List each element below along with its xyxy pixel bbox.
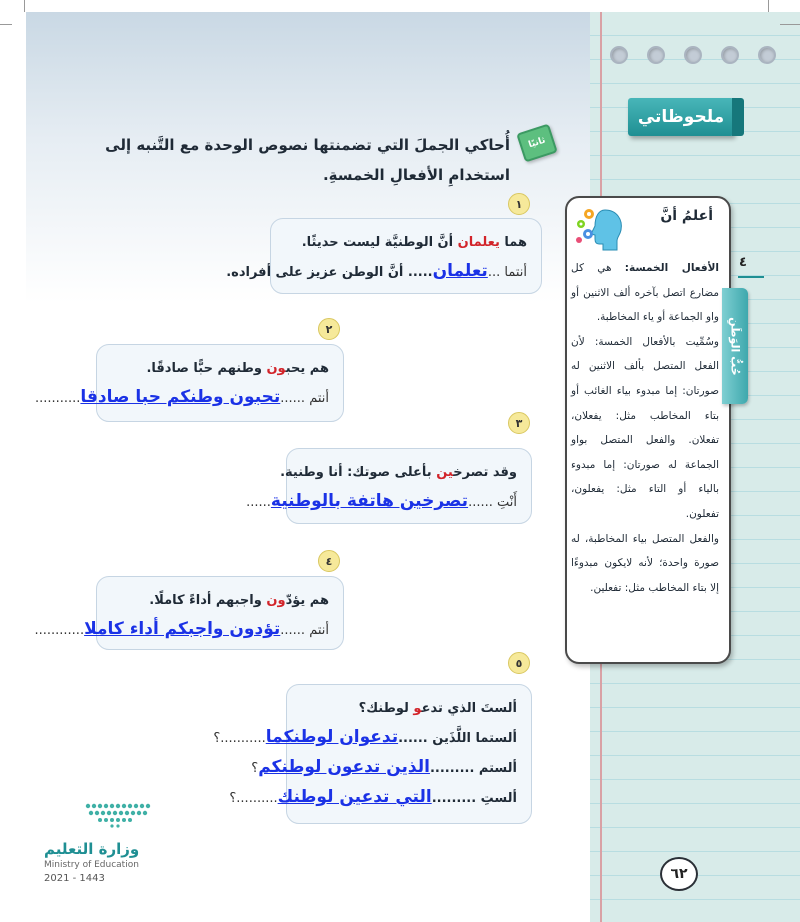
exercise-answer-line: ألستما اللَّذَين ......تدعوان لوطنكما...........؟ [213,727,517,747]
ministry-year: 2021 - 1443 [44,873,105,884]
exercise-answer-line: أَنْتِ ......تصرخين هاتفة بالوطنية...... [246,491,517,511]
exercise-answer-line: أنتم ......تؤدون واجبكم أداء كاملا............ [34,619,329,639]
crop-mark [24,0,25,12]
unit-title: حُبُّ الوَطَنِ [728,316,742,376]
exercise-answer-line: أنتما ...تعلمان..... أنَّ الوطن عزيز على أفراده. [226,261,527,281]
ministry-name-ar: وزارة التعليم [44,840,140,858]
exercise-box-5 [213,684,532,824]
handwritten-answer: الذين تدعون لوطنكم [258,757,430,777]
exercise-answer-line: ألستِ .........التي تدعين لوطنك..........؟ [229,787,517,807]
exercise-sentence: هم يؤدّون واجبهم أداءً كاملًا. [149,593,329,608]
exercise-number: ٢ [318,318,340,340]
crop-mark [780,24,800,25]
binder-hole [647,46,665,64]
binder-hole [721,46,739,64]
exercise-number: ٥ [508,652,530,674]
exercise-number: ١ [508,193,530,215]
exercise-sentence: هما يعلمان أنَّ الوطنيَّة ليست حديثًا. [301,235,527,250]
exercise-box-1 [226,218,542,294]
know-box [565,196,731,664]
crop-mark [768,0,769,12]
exercise-sentence: هم يحبون وطنهم حبًّا صادقًا. [146,361,329,376]
binder-hole [758,46,776,64]
ministry-name-en: Ministry of Education [44,860,139,870]
unit-number: ٤ [739,255,747,270]
handwritten-answer: تعلمان [432,261,488,281]
exercise-number: ٣ [508,412,530,434]
exercise-box-3 [246,448,532,524]
binder-hole [684,46,702,64]
know-title: أعلمُ أنَّ [660,208,713,224]
instruction-text: أُحاكي الجملَ التي تضمنتها نصوص الوحدة مع التَّنبه إلى استخدامِ الأفعالِ الخمسةِ. [105,136,510,184]
head-gears-icon [575,204,625,256]
ministry-logo-icon [82,800,152,830]
tag-label: ثانيًا [527,135,547,151]
know-text: الأفعال الخمسة: هي كل مضارع اتصل بآخره ألف الاثنين أو واو الجماعة أو ياء المخاطبة. وسُمِّيت بالأفعال الخمسة: لأن الفعل المتصل بألف الاثنين له صورتان: إما مبدوء بياء الغائب أو بتاء المخاطب مثل: يفعلان، تفعلان. والفعل المتصل بواو الجماعة له صورتان: إما مبدوء بالياء أو التاء مثل: يفعلون، تفعلون. والفعل المتصل بياء المخاطبة، له صورة واحدة؛ لأنه لايكون مبدوءًا إلا بتاء المخاطب مثل: تفعلين. [571,262,720,594]
handwritten-answer: التي تدعين لوطنك [277,787,432,807]
exercise-number: ٤ [318,550,340,572]
handwritten-answer: تحبون وطنكم حبا صادقا [80,387,281,407]
handwritten-answer: تصرخين هاتفة بالوطنية [270,491,469,511]
exercise-answer-line: ألستم .........الذين تدعون لوطنكم؟ [251,757,517,777]
exercise-sentence: ألستَ الذي تدعو لوطنك؟ [358,701,517,716]
page-number: ٦٢ [660,857,698,891]
binder-hole [610,46,628,64]
exercise-box-2 [34,344,344,422]
exercise-answer-line: أنتم ......تحبون وطنكم حبا صادقا........... [34,387,329,407]
handwritten-answer: تؤدون واجبكم أداء كاملا [84,619,281,639]
notes-label: ملحوظاتي [628,98,734,136]
exercise-box-4 [34,576,344,650]
crop-mark [0,24,12,25]
unit-title-wrapper [722,288,748,404]
handwritten-answer: تدعوان لوطنكما [265,727,399,747]
exercise-sentence: وقد تصرخين بأعلى صوتك: أنا وطنية. [280,465,517,480]
unit-divider [738,276,764,278]
